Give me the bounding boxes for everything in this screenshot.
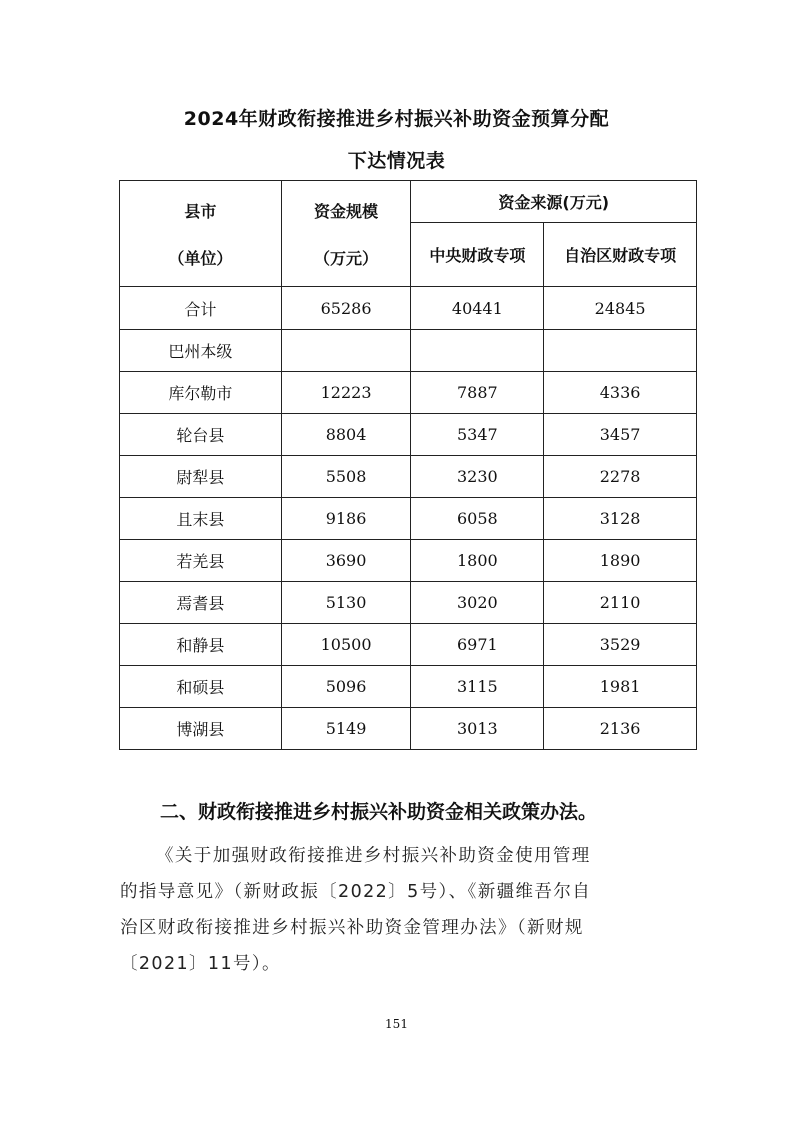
- cell-county: 巴州本级: [120, 330, 282, 372]
- cell-regional-fund: 2136: [544, 708, 697, 750]
- table-body: [120, 287, 697, 750]
- header-county-line2: （单位）: [168, 248, 233, 268]
- cell-regional-fund: 2110: [544, 582, 697, 624]
- cell-central-fund: 40441: [411, 287, 544, 330]
- table-row: [120, 498, 697, 540]
- header-central-fund: 中央财政专项: [411, 223, 544, 287]
- cell-regional-fund: 3457: [544, 414, 697, 456]
- paragraph-line: 的指导意见》（新财政振〔2022〕5号）、《新疆维吾尔自: [120, 882, 592, 902]
- cell-central-fund: 3115: [411, 666, 544, 708]
- cell-regional-fund: [544, 330, 697, 372]
- cell-central-fund: 3230: [411, 456, 544, 498]
- cell-county: 若羌县: [120, 540, 282, 582]
- table-header: [120, 181, 697, 287]
- cell-central-fund: 3013: [411, 708, 544, 750]
- cell-fund-scale: 9186: [281, 498, 411, 540]
- table-row: [120, 456, 697, 498]
- budget-allocation-table: [119, 180, 697, 750]
- table-row: [120, 540, 697, 582]
- header-regional-fund: 自治区财政专项: [544, 223, 697, 287]
- header-scale-line2: （万元）: [314, 248, 379, 268]
- cell-regional-fund: 1890: [544, 540, 697, 582]
- cell-county: 库尔勒市: [120, 372, 282, 414]
- header-scale-line1: 资金规模: [314, 201, 379, 221]
- cell-regional-fund: 24845: [544, 287, 697, 330]
- header-county-line1: 县市: [184, 201, 217, 221]
- header-fund-source: 资金来源(万元): [411, 181, 697, 223]
- cell-fund-scale: 65286: [281, 287, 411, 330]
- cell-fund-scale: [281, 330, 411, 372]
- cell-fund-scale: 5096: [281, 666, 411, 708]
- header-county: [120, 181, 282, 287]
- header-fund-scale: [281, 181, 411, 287]
- cell-regional-fund: 3529: [544, 624, 697, 666]
- cell-fund-scale: 5149: [281, 708, 411, 750]
- table-row: [120, 287, 697, 330]
- section-heading: 二、财政衔接推进乡村振兴补助资金相关政策办法。: [160, 801, 598, 823]
- cell-county: 博湖县: [120, 708, 282, 750]
- cell-central-fund: 5347: [411, 414, 544, 456]
- cell-county: 轮台县: [120, 414, 282, 456]
- cell-county: 和硕县: [120, 666, 282, 708]
- cell-county: 焉耆县: [120, 582, 282, 624]
- cell-central-fund: 6058: [411, 498, 544, 540]
- policy-paragraph: [120, 838, 680, 982]
- cell-regional-fund: 2278: [544, 456, 697, 498]
- cell-county: 合计: [120, 287, 282, 330]
- table-row: [120, 666, 697, 708]
- cell-fund-scale: 10500: [281, 624, 411, 666]
- cell-fund-scale: 5508: [281, 456, 411, 498]
- cell-central-fund: 6971: [411, 624, 544, 666]
- cell-regional-fund: 3128: [544, 498, 697, 540]
- document-title-line-1: 2024年财政衔接推进乡村振兴补助资金预算分配: [183, 108, 610, 130]
- cell-county: 和静县: [120, 624, 282, 666]
- page-number: 151: [385, 1017, 408, 1031]
- cell-fund-scale: 5130: [281, 582, 411, 624]
- document-title-line-2: 下达情况表: [347, 150, 446, 172]
- cell-central-fund: [411, 330, 544, 372]
- cell-county: 尉犁县: [120, 456, 282, 498]
- table-row: [120, 708, 697, 750]
- cell-regional-fund: 4336: [544, 372, 697, 414]
- table-row: [120, 414, 697, 456]
- cell-county: 且末县: [120, 498, 282, 540]
- cell-fund-scale: 8804: [281, 414, 411, 456]
- table-row: [120, 330, 697, 372]
- cell-fund-scale: 12223: [281, 372, 411, 414]
- paragraph-line: 治区财政衔接推进乡村振兴补助资金管理办法》（新财规: [120, 918, 584, 938]
- paragraph-line: 〔2021〕11号）。: [120, 954, 281, 974]
- cell-fund-scale: 3690: [281, 540, 411, 582]
- table-row: [120, 582, 697, 624]
- cell-central-fund: 3020: [411, 582, 544, 624]
- cell-regional-fund: 1981: [544, 666, 697, 708]
- cell-central-fund: 7887: [411, 372, 544, 414]
- table-row: [120, 624, 697, 666]
- table-row: [120, 372, 697, 414]
- paragraph-line: 《关于加强财政衔接推进乡村振兴补助资金使用管理: [156, 846, 591, 866]
- cell-central-fund: 1800: [411, 540, 544, 582]
